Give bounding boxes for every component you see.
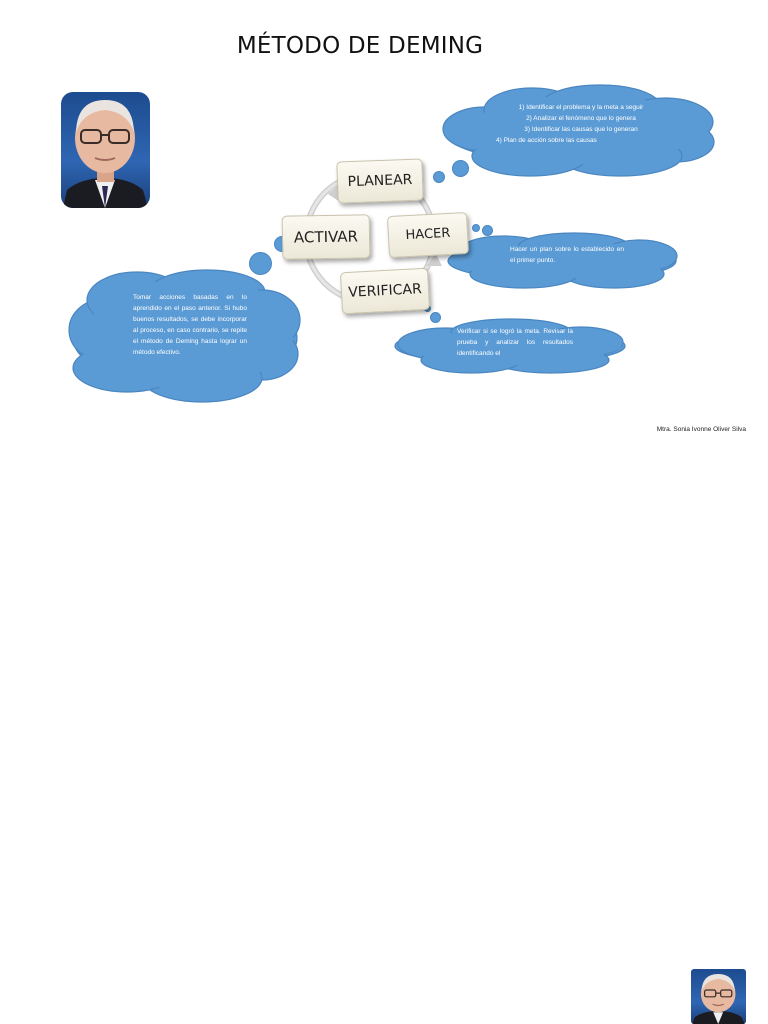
thought-bubble [482, 225, 493, 236]
verificar-cloud [391, 316, 629, 376]
hacer-description: Hacer un plan sobre lo establecido en el primer punto. [510, 246, 624, 264]
author-credit: Mtra. Sonia Ivonne Oliver Silva [656, 426, 746, 433]
planear-steps-list [470, 102, 692, 146]
hacer-cloud [444, 230, 680, 292]
activar-description: Tomar acciones basadas en lo aprendido en el paso anterior. Si hubo buenos resultados, se debe incorporar al proceso, en caso contrario, se repite el método de Deming hasta lograr un método efectivo. [133, 294, 247, 356]
thought-bubble [472, 224, 480, 232]
activar-cloud [67, 268, 303, 404]
thought-bubble [249, 252, 272, 275]
activar-box: ACTIVAR [282, 214, 371, 260]
planear-cloud [440, 84, 715, 180]
planear-step: 2) Analizar el fenómeno que lo genera [526, 115, 636, 122]
verificar-description: Verificar si se logró la meta. Revisar la prueba y analizar los resultados identificando el [457, 328, 573, 357]
page-title: MÉTODO DE DEMING [236, 33, 484, 59]
planear-step: 4) Plan de acción sobre las causas [496, 137, 597, 144]
planear-step: 1) Identificar el problema y la meta a seguir [518, 104, 644, 111]
verificar-box: VERIFICAR [340, 268, 430, 315]
planear-box: PLANEAR [336, 159, 423, 204]
deming-portrait-thumbnail [691, 969, 746, 1024]
hacer-box: HACER [387, 212, 469, 258]
deming-portrait-image [61, 92, 150, 208]
planear-step: 3) Identificar las causas que lo generan [524, 126, 638, 133]
pdca-cycle-diagram [270, 150, 470, 325]
